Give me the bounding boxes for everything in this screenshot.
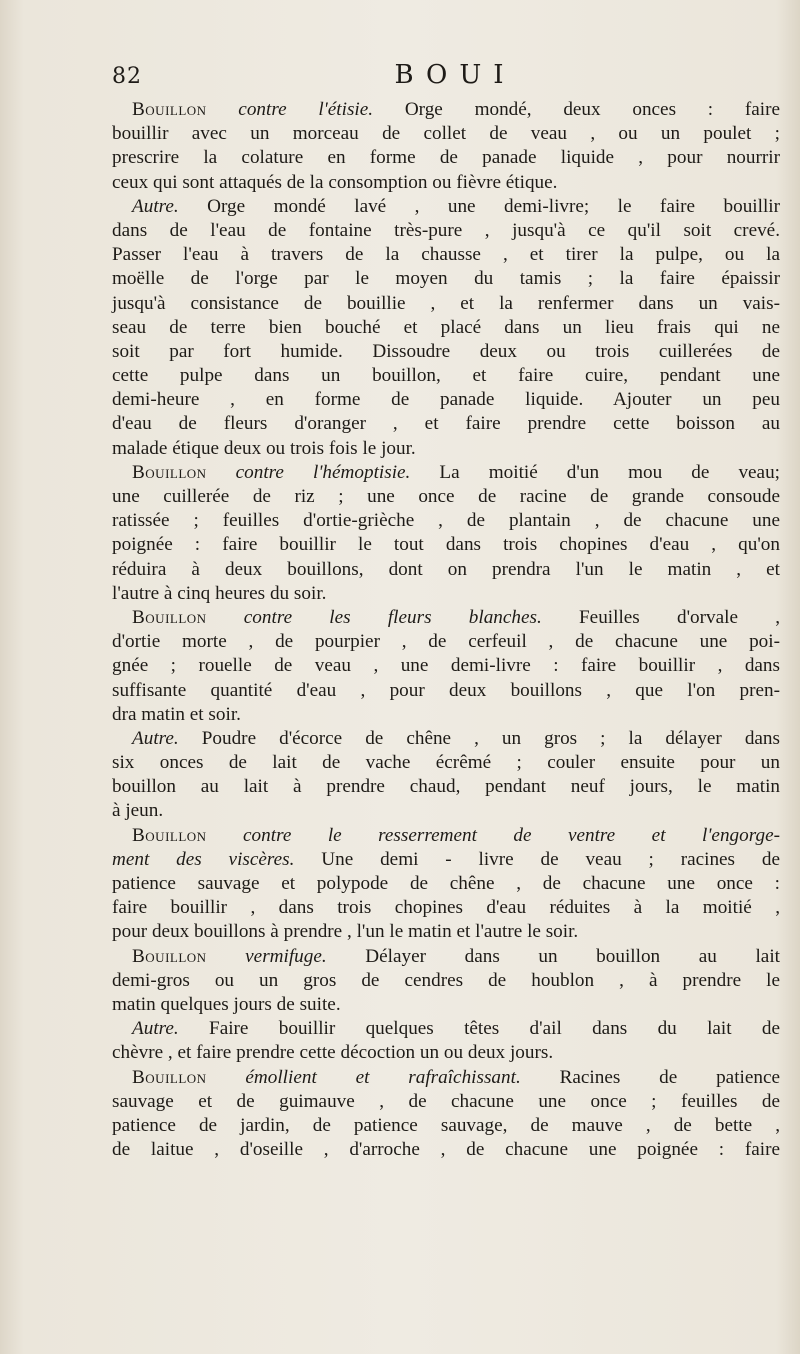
- text-run: jusqu'à consistance de bouillie , et la renfermer dans un vais-: [112, 292, 780, 314]
- text-line: [112, 751, 780, 775]
- text-line: [112, 1114, 780, 1138]
- entry-heading: Bouillon: [132, 99, 207, 120]
- text-run: matin quelques jours de suite.: [112, 993, 341, 1015]
- paragraph: [112, 1066, 780, 1163]
- text-line: [112, 437, 780, 461]
- text-line: [112, 412, 780, 436]
- paragraph: [112, 98, 780, 195]
- text-run: à jeun.: [112, 800, 164, 822]
- text-run: soit par fort humide. Dissoudre deux ou trois cuillerées de: [112, 340, 780, 362]
- text-run: prescrire la colature en forme de panade liquide , pour nourrir: [112, 147, 780, 169]
- text-line: [112, 219, 780, 243]
- text-line: [112, 1090, 780, 1114]
- text-run: Racines de patience: [520, 1066, 780, 1088]
- text-run: cette pulpe dans un bouillon, et faire cuire, pendant une: [112, 365, 780, 387]
- text-line: [112, 727, 780, 751]
- text-line: [112, 824, 780, 848]
- text-line: [112, 654, 780, 678]
- text-line: [112, 509, 780, 533]
- text-run: ceux qui sont attaqués de la consomption ou fièvre étique.: [112, 171, 558, 193]
- text-run: La moitié d'un mou de veau;: [410, 461, 780, 483]
- page-number: 82: [112, 64, 142, 89]
- text-run: de laitue , d'oseille , d'arroche , de chacune une poignée : faire: [112, 1139, 780, 1161]
- text-line: [112, 388, 780, 412]
- text-run: Poudre d'écorce de chêne , un gros ; la délayer dans: [178, 727, 780, 749]
- text-line: [112, 606, 780, 630]
- italic-text: contre l'étisie.: [206, 99, 374, 120]
- text-run: Délayer dans un bouillon au lait: [326, 945, 780, 967]
- text-line: [112, 558, 780, 582]
- paragraph: [112, 945, 780, 1018]
- text-run: Passer l'eau à travers de la chausse , et tirer la pulpe, ou la: [112, 244, 780, 266]
- italic-text: vermifuge.: [206, 945, 327, 967]
- text-run: une cuillerée de riz ; une once de racine de grande consoude: [112, 486, 780, 507]
- running-head: BOUI: [394, 60, 516, 90]
- text-line: [112, 993, 780, 1017]
- text-run: demi-heure , en forme de panade liquide. Ajouter un peu: [112, 389, 780, 411]
- text-line: [112, 98, 780, 122]
- italic-text: Autre.: [132, 1018, 179, 1040]
- paragraph: [112, 195, 780, 461]
- italic-text: Autre.: [132, 195, 179, 217]
- text-run: ratissée ; feuilles d'ortie-grièche , de plantain , de chacune une: [112, 510, 780, 532]
- paragraph: [112, 1017, 780, 1065]
- text-line: [112, 316, 780, 340]
- text-run: d'ortie morte , de pourpier , de cerfeuil , de chacune une poi-: [112, 631, 780, 653]
- page-header: [112, 60, 778, 100]
- italic-text: ment des viscères.: [112, 848, 295, 870]
- text-line: [112, 195, 780, 219]
- text-run: chèvre , et faire prendre cette décoction un ou deux jours.: [112, 1042, 554, 1064]
- text-line: [112, 122, 780, 146]
- text-run: Une demi - livre de veau ; racines de: [294, 848, 780, 870]
- text-line: [112, 292, 780, 316]
- text-line: [112, 461, 780, 485]
- text-line: [112, 872, 780, 896]
- paragraph: [112, 606, 780, 727]
- body-text: [112, 98, 780, 1162]
- text-run: pour deux bouillons à prendre , l'un le matin et l'autre le soir.: [112, 921, 579, 943]
- text-run: poignée : faire bouillir le tout dans trois chopines d'eau , qu'on: [112, 534, 780, 556]
- paragraph: [112, 727, 780, 824]
- text-line: [112, 364, 780, 388]
- text-run: dans de l'eau de fontaine très-pure , jusqu'à ce qu'il soit crevé.: [112, 219, 780, 241]
- text-run: Orge mondé, deux onces : faire: [373, 99, 780, 120]
- text-line: [112, 969, 780, 993]
- text-line: [112, 340, 780, 364]
- text-run: malade étique deux ou trois fois le jour.: [112, 437, 416, 459]
- entry-heading: Bouillon: [132, 1066, 207, 1088]
- italic-text: contre l'hémoptisie.: [206, 461, 411, 483]
- text-line: [112, 582, 780, 606]
- entry-heading: Bouillon: [132, 945, 207, 967]
- paragraph: [112, 824, 780, 945]
- entry-heading: Bouillon: [132, 461, 207, 483]
- italic-text: contre le resserrement de ventre et l'engorge-: [206, 824, 780, 846]
- text-line: [112, 171, 780, 195]
- text-run: seau de terre bien bouché et placé dans un lieu frais qui ne: [112, 316, 780, 338]
- text-run: gnée ; rouelle de veau , une demi-livre : faire bouillir , dans: [112, 655, 780, 677]
- text-run: l'autre à cinq heures du soir.: [112, 582, 327, 604]
- text-run: d'eau de fleurs d'oranger , et faire prendre cette boisson au: [112, 413, 780, 435]
- text-run: bouillon au lait à prendre chaud, pendant neuf jours, le matin: [112, 776, 780, 798]
- text-line: [112, 533, 780, 557]
- text-line: [112, 267, 780, 291]
- text-line: [112, 775, 780, 799]
- text-run: patience de jardin, de patience sauvage, de mauve , de bette ,: [112, 1114, 780, 1136]
- text-run: dra matin et soir.: [112, 703, 241, 725]
- text-run: suffisante quantité d'eau , pour deux bouillons , que l'on pren-: [112, 679, 780, 701]
- text-run: moëlle de l'orge par le moyen du tamis ; la faire épaissir: [112, 268, 780, 290]
- text-line: [112, 896, 780, 920]
- text-line: [112, 243, 780, 267]
- entry-heading: Bouillon: [132, 824, 207, 846]
- italic-text: émollient et rafraîchissant.: [206, 1066, 521, 1088]
- text-run: bouillir avec un morceau de collet de veau , ou un poulet ;: [112, 123, 780, 145]
- text-run: six onces de lait de vache écrêmé ; couler ensuite pour un: [112, 752, 780, 774]
- text-line: [112, 1066, 780, 1090]
- italic-text: contre les fleurs blanches.: [206, 606, 542, 628]
- text-line: [112, 1017, 780, 1041]
- text-line: [112, 1138, 780, 1162]
- text-line: [112, 146, 780, 170]
- text-line: [112, 945, 780, 969]
- text-line: [112, 485, 780, 509]
- text-run: réduira à deux bouillons, dont on prendra l'un le matin , et: [112, 558, 780, 580]
- text-run: demi-gros ou un gros de cendres de houblon , à prendre le: [112, 969, 780, 991]
- text-run: Feuilles d'orvale ,: [541, 606, 780, 628]
- text-line: [112, 1041, 780, 1065]
- text-line: [112, 920, 780, 944]
- italic-text: Autre.: [132, 727, 179, 749]
- text-run: Faire bouillir quelques têtes d'ail dans du lait de: [178, 1018, 780, 1040]
- text-run: sauvage et de guimauve , de chacune une once ; feuilles de: [112, 1090, 780, 1112]
- text-run: Orge mondé lavé , une demi-livre; le faire bouillir: [178, 195, 780, 217]
- text-run: faire bouillir , dans trois chopines d'eau réduites à la moitié ,: [112, 897, 780, 919]
- entry-heading: Bouillon: [132, 606, 207, 628]
- text-line: [112, 799, 780, 823]
- text-line: [112, 703, 780, 727]
- text-run: patience sauvage et polypode de chêne , de chacune une once :: [112, 873, 780, 894]
- paragraph: [112, 461, 780, 606]
- text-line: [112, 848, 780, 872]
- text-line: [112, 679, 780, 703]
- text-line: [112, 630, 780, 654]
